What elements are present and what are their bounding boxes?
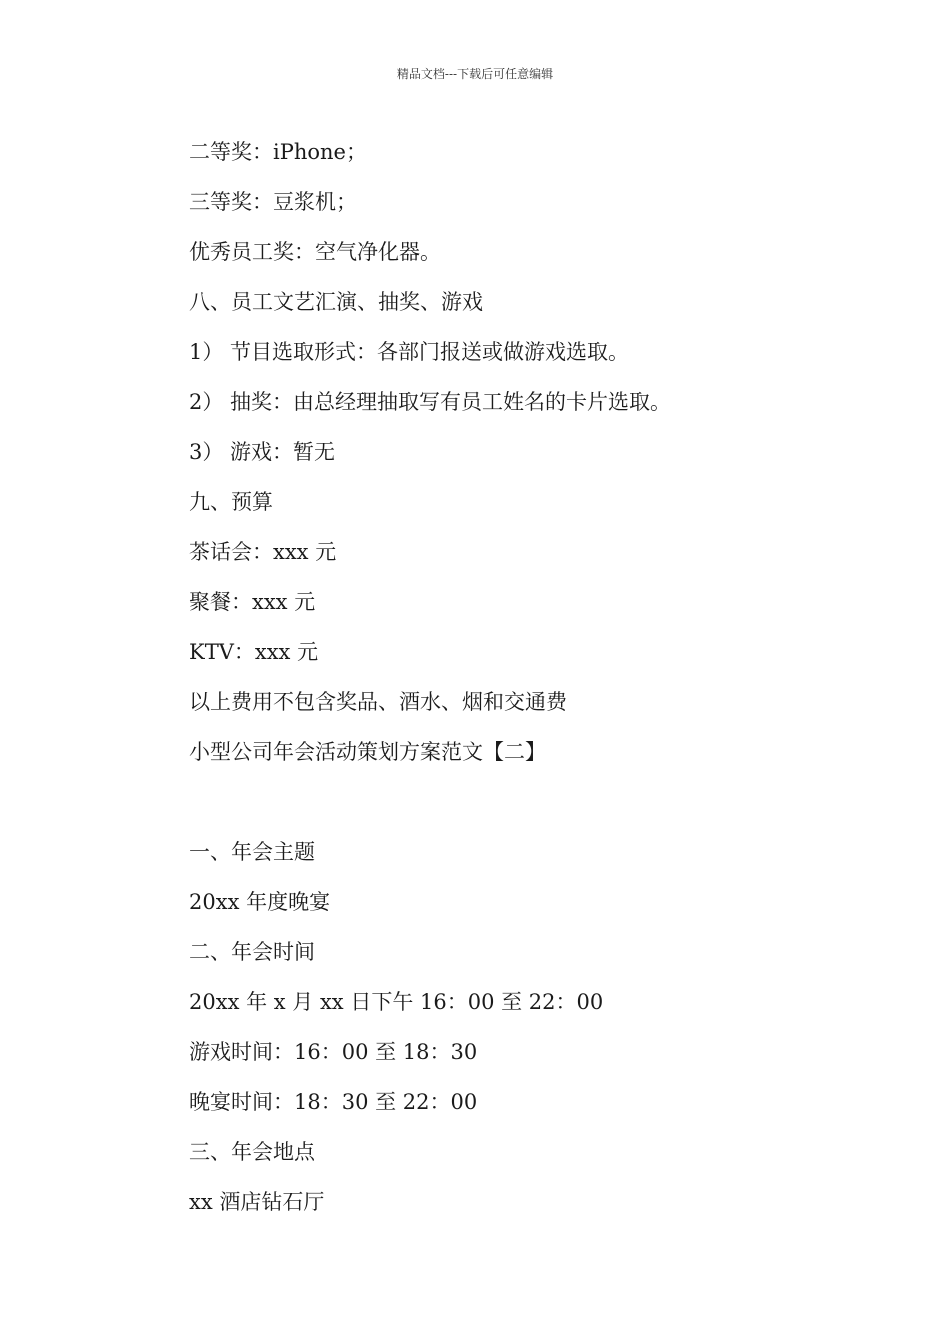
blank-line — [189, 785, 869, 835]
text-line-lottery: 2） 抽奖：由总经理抽取写有员工姓名的卡片选取。 — [189, 390, 672, 414]
text-line-theme: 20xx 年度晚宴 — [189, 890, 331, 914]
page-header: 精品文档---下载后可任意编辑 — [396, 67, 554, 81]
section-heading-venue: 三、年会地点 — [189, 1140, 315, 1164]
section-heading-theme: 一、年会主题 — [189, 840, 315, 864]
text-line-venue: xx 酒店钻石厅 — [189, 1190, 325, 1214]
text-line-budget-tea-party: 茶话会：xxx 元 — [189, 540, 337, 564]
text-line-budget-dinner: 聚餐：xxx 元 — [189, 590, 316, 614]
text-line-program-selection: 1） 节目选取形式：各部门报送或做游戏选取。 — [189, 340, 630, 364]
text-line-prize-excellent-employee: 优秀员工奖：空气净化器。 — [189, 240, 441, 264]
text-line-games: 3） 游戏：暂无 — [189, 440, 336, 464]
text-line-prize-second: 二等奖：iPhone； — [189, 140, 367, 164]
section-heading-budget: 九、预算 — [189, 490, 273, 514]
section-heading-time: 二、年会时间 — [189, 940, 315, 964]
text-line-budget-note: 以上费用不包含奖品、酒水、烟和交通费 — [189, 690, 567, 714]
document-subtitle: 小型公司年会活动策划方案范文【二】 — [189, 740, 546, 764]
document-body — [189, 135, 869, 1235]
text-line-game-time: 游戏时间：16：00 至 18：30 — [189, 1040, 478, 1064]
text-line-budget-ktv: KTV：xxx 元 — [189, 640, 319, 664]
section-heading-performance-lottery-games: 八、员工文艺汇演、抽奖、游戏 — [189, 290, 483, 314]
text-line-date-time: 20xx 年 x 月 xx 日下午 16：00 至 22：00 — [189, 990, 604, 1014]
text-line-prize-third: 三等奖：豆浆机； — [189, 190, 357, 214]
text-line-banquet-time: 晚宴时间：18：30 至 22：00 — [189, 1090, 478, 1114]
